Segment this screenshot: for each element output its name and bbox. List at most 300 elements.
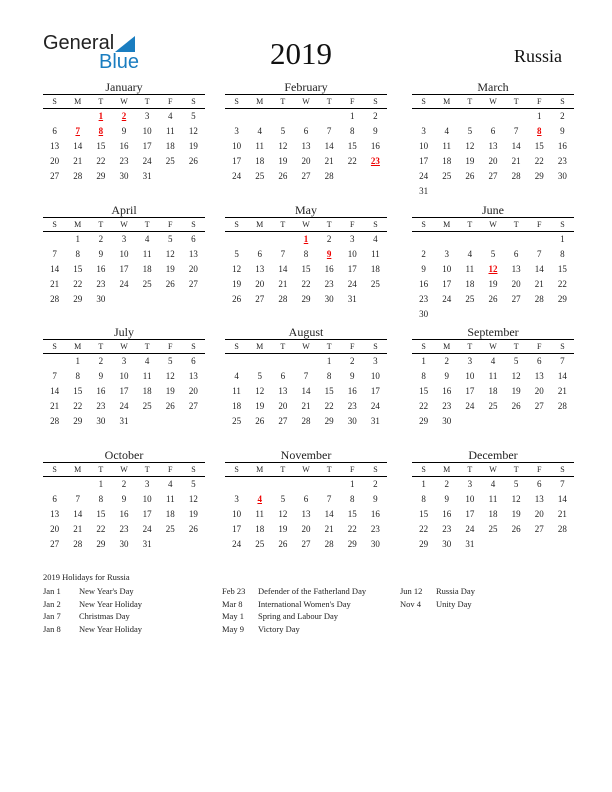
day: 4 [467,249,473,259]
day: 24 [465,401,475,411]
day: 6 [537,356,542,366]
weekday-label: W [302,342,310,351]
month-february [225,80,387,184]
weekday-label: F [537,97,542,106]
day: 14 [557,371,567,381]
day: 15 [73,386,83,396]
day: 3 [234,494,239,504]
day: 18 [165,509,175,519]
weekday-label: T [513,97,519,106]
day: 18 [255,156,265,166]
holiday-name: Unity Day [436,598,472,609]
day: 24 [142,524,152,534]
day: 26 [278,539,288,549]
weekday-label: W [120,97,128,106]
day: 26 [165,401,175,411]
holiday-name: Christmas Day [79,611,130,621]
day: 16 [419,279,429,289]
holiday-name: International Women's Day [258,598,351,609]
weekday-label: T [144,220,150,229]
day: 12 [165,371,175,381]
day: 10 [347,249,357,259]
day: 20 [188,264,198,274]
day: 16 [442,509,452,519]
day: 15 [419,386,429,396]
empty-cell [43,477,66,492]
day: 23 [557,156,567,166]
day: 18 [232,401,242,411]
day: 3 [421,126,426,136]
weekday-label: S [560,342,565,351]
holiday-day: 8 [98,126,104,136]
day: 27 [50,539,60,549]
day: 26 [465,171,475,181]
day: 13 [534,494,544,504]
empty-cell [271,477,294,492]
day: 19 [278,524,288,534]
day: 6 [537,479,542,489]
day: 1 [350,479,355,489]
day: 22 [419,524,429,534]
day: 21 [557,386,567,396]
weekday-label: S [373,97,378,106]
day: 7 [513,126,519,136]
empty-cell [248,477,271,492]
weekday-label: T [513,465,519,474]
holiday-day: 1 [98,111,104,121]
weekday-label: W [302,220,310,229]
weekday-label: S [373,465,378,474]
weekday-label: F [168,220,173,229]
day-grid [412,477,574,552]
empty-cell [435,109,458,124]
weekday-label: T [98,342,104,351]
day: 26 [255,416,265,426]
day: 24 [442,294,452,304]
day: 2 [421,249,426,259]
day: 14 [324,509,334,519]
day: 14 [511,141,521,151]
weekday-label: F [350,465,355,474]
day: 22 [534,156,544,166]
day: 12 [511,494,521,504]
empty-cell [66,109,89,124]
day: 4 [168,479,173,489]
weekday-header [225,217,387,232]
day: 10 [232,141,242,151]
weekday-label: W [489,342,497,351]
day: 28 [301,416,311,426]
day: 3 [234,126,239,136]
day: 20 [301,156,311,166]
day: 20 [255,279,265,289]
day: 26 [278,171,288,181]
day: 14 [324,141,334,151]
weekday-label: F [537,465,542,474]
month-title: November [280,448,332,462]
day: 31 [419,186,429,196]
day: 9 [121,126,127,136]
day: 18 [442,156,452,166]
weekday-label: S [421,220,426,229]
weekday-header [412,339,574,354]
month-may [225,203,387,307]
day: 8 [560,249,565,259]
day: 29 [557,294,567,304]
day: 14 [557,494,567,504]
day: 9 [98,371,104,381]
day: 22 [96,156,106,166]
day: 4 [144,234,150,244]
day: 21 [301,401,311,411]
holiday-day: 2 [121,111,127,121]
day: 1 [421,356,426,366]
day: 13 [488,141,498,151]
day: 31 [465,539,475,549]
holiday-row [400,586,475,599]
day: 16 [442,386,452,396]
day: 18 [255,524,265,534]
day: 11 [232,386,241,396]
day: 17 [232,524,242,534]
day: 2 [350,356,355,366]
day: 10 [442,264,452,274]
month-title: September [467,325,519,339]
day: 29 [96,539,106,549]
day: 11 [488,494,498,504]
empty-cell [225,354,248,369]
day: 6 [303,494,309,504]
weekday-label: F [350,220,355,229]
day: 13 [188,249,198,259]
day: 29 [347,539,357,549]
day: 3 [467,479,473,489]
day: 2 [98,234,104,244]
weekday-header [225,462,387,477]
weekday-header [412,94,574,109]
day: 28 [511,171,521,181]
weekday-label: S [373,220,378,229]
day-grid [43,109,205,184]
day: 30 [96,416,106,426]
day: 4 [444,126,449,136]
day: 16 [370,141,380,151]
day: 4 [490,356,496,366]
day: 4 [373,234,378,244]
day: 19 [165,264,175,274]
day: 27 [534,401,544,411]
day: 13 [278,386,288,396]
holiday-name: Russia Day [436,586,475,596]
day: 13 [534,371,544,381]
day: 16 [96,264,106,274]
day: 20 [301,524,311,534]
weekday-label: T [98,220,104,229]
day: 7 [326,126,332,136]
empty-cell [225,232,248,247]
day: 28 [557,401,567,411]
holiday-name: Defender of the Fatherland Day [258,586,367,596]
day: 13 [50,141,60,151]
day: 28 [278,294,288,304]
holiday-row [43,599,142,612]
day: 4 [234,371,239,381]
holiday-row [222,586,366,599]
day: 29 [301,294,311,304]
month-august [225,325,387,429]
weekday-header [43,462,205,477]
day: 7 [303,371,309,381]
empty-cell [481,232,504,247]
day: 10 [370,371,380,381]
day: 6 [513,249,519,259]
day: 7 [560,479,565,489]
day: 13 [188,371,198,381]
weekday-label: M [256,342,264,351]
day: 18 [142,264,152,274]
day: 7 [52,249,57,259]
day: 11 [255,141,265,151]
day: 29 [419,416,429,426]
day: 10 [142,126,152,136]
day: 30 [442,539,452,549]
day: 1 [560,234,565,244]
day: 18 [488,509,498,519]
year-title: 2019 [270,36,332,71]
day: 1 [537,111,542,121]
weekday-label: T [144,97,150,106]
weekday-label: S [421,342,426,351]
day: 6 [191,234,196,244]
weekday-label: S [52,220,57,229]
day: 18 [142,386,152,396]
day: 23 [442,401,452,411]
holiday-name: Spring and Labour Day [258,611,339,621]
day: 13 [301,509,311,519]
day: 11 [465,264,475,274]
day: 20 [188,386,198,396]
day: 19 [488,279,498,289]
day: 13 [511,264,521,274]
day: 27 [188,401,198,411]
day: 2 [373,479,378,489]
holiday-date: Jan 1 [43,586,61,596]
day: 27 [255,294,265,304]
day: 6 [52,494,57,504]
day: 29 [73,416,83,426]
day: 30 [119,171,129,181]
day: 9 [373,126,378,136]
day: 24 [119,401,129,411]
day: 14 [534,264,544,274]
empty-cell [294,109,317,124]
weekday-label: S [234,465,239,474]
day: 18 [465,279,475,289]
day: 19 [465,156,475,166]
day: 14 [50,386,60,396]
day: 21 [50,279,60,289]
weekday-label: W [489,97,497,106]
empty-cell [458,109,481,124]
day: 25 [142,401,152,411]
day: 23 [119,156,129,166]
weekday-label: T [326,220,332,229]
day: 30 [347,416,357,426]
day: 1 [326,356,332,366]
day: 5 [257,371,262,381]
day: 25 [442,171,452,181]
day: 9 [98,249,104,259]
day: 31 [142,539,152,549]
day: 18 [488,386,498,396]
day: 19 [511,509,521,519]
day: 26 [232,294,242,304]
day: 10 [465,371,475,381]
weekday-label: T [98,97,104,106]
holiday-date: Jun 12 [400,586,423,596]
weekday-label: S [560,220,565,229]
day: 3 [144,479,150,489]
empty-cell [505,232,528,247]
day: 21 [557,509,567,519]
weekday-label: S [421,97,426,106]
day: 3 [373,356,378,366]
weekday-label: S [234,342,239,351]
day: 10 [465,494,475,504]
day: 23 [119,524,129,534]
weekday-label: M [256,465,264,474]
day: 30 [96,294,106,304]
day: 1 [98,479,104,489]
day: 31 [119,416,129,426]
day: 25 [232,416,242,426]
day: 15 [347,509,357,519]
day: 24 [370,401,380,411]
empty-cell [248,232,271,247]
day: 7 [560,356,565,366]
day: 25 [465,294,475,304]
day: 15 [301,264,311,274]
empty-cell [225,109,248,124]
day: 21 [50,401,60,411]
day: 28 [73,171,83,181]
day: 24 [119,279,129,289]
day: 12 [188,126,198,136]
holiday-day: 23 [370,156,380,166]
day: 24 [232,539,242,549]
day: 11 [142,249,152,259]
day: 17 [232,156,242,166]
weekday-header [43,94,205,109]
day: 26 [165,279,175,289]
day: 17 [119,386,129,396]
day: 12 [465,141,475,151]
weekday-label: T [280,97,286,106]
day: 3 [444,249,449,259]
holiday-day: 12 [488,264,498,274]
empty-cell [505,109,528,124]
empty-cell [318,477,341,492]
day: 20 [278,401,288,411]
empty-cell [248,109,271,124]
day: 16 [96,386,106,396]
holiday-row [43,624,142,637]
day: 16 [370,509,380,519]
day: 12 [232,264,242,274]
month-january [43,80,205,184]
holiday-date: Nov 4 [400,598,422,609]
day: 28 [324,539,334,549]
weekday-label: M [74,465,82,474]
month-title: August [288,325,324,339]
day: 10 [419,141,429,151]
day: 8 [326,371,332,381]
day: 23 [419,294,429,304]
weekday-label: W [489,465,497,474]
month-title: March [477,80,509,94]
day: 23 [347,401,357,411]
day: 26 [511,524,521,534]
day: 28 [50,294,60,304]
weekday-label: W [302,465,310,474]
day: 2 [560,111,565,121]
day: 19 [165,386,175,396]
weekday-label: T [326,465,332,474]
day: 21 [73,156,83,166]
weekday-label: T [98,465,104,474]
weekday-label: F [168,342,173,351]
weekday-header [225,94,387,109]
day: 22 [347,156,357,166]
weekday-label: T [467,465,473,474]
day: 8 [421,494,426,504]
day: 5 [191,479,196,489]
day: 2 [98,356,104,366]
day: 5 [234,249,239,259]
day: 24 [419,171,429,181]
day: 14 [73,141,83,151]
weekday-label: F [537,342,542,351]
country-title: Russia [514,46,563,66]
weekday-label: W [302,97,310,106]
empty-cell [248,354,271,369]
day: 25 [165,156,175,166]
holiday-name: New Year's Day [79,586,134,596]
empty-cell [412,232,435,247]
holiday-name: New Year Holiday [79,623,143,634]
day: 12 [255,386,265,396]
day: 21 [324,156,334,166]
weekday-label: W [489,220,497,229]
day: 25 [370,279,380,289]
month-title: December [468,448,518,462]
day: 24 [142,156,152,166]
day: 9 [121,494,127,504]
day: 23 [370,524,380,534]
weekday-label: T [144,465,150,474]
day: 12 [511,371,521,381]
day-grid [225,354,387,429]
day: 21 [278,279,288,289]
weekday-label: S [560,97,565,106]
day: 11 [442,141,452,151]
day: 20 [488,156,498,166]
day: 20 [50,524,60,534]
day: 10 [232,509,242,519]
day: 10 [119,371,129,381]
weekday-header [412,217,574,232]
day: 29 [96,171,106,181]
